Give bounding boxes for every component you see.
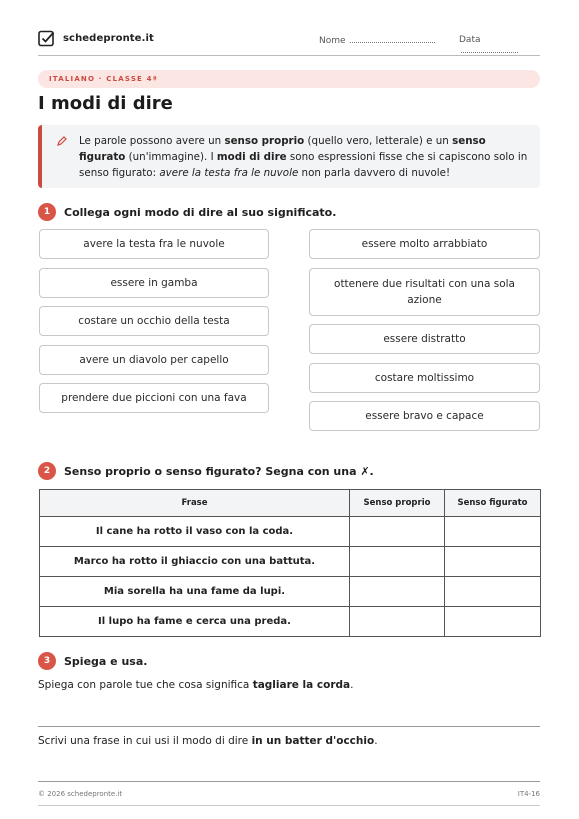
checkbox-logo-icon [38,30,55,47]
match-right-item[interactable]: ottenere due risultati con una sola azione [309,268,540,316]
answer-line[interactable] [38,726,540,727]
name-label: Nome [319,36,346,46]
question-number: 1 [38,203,56,221]
question-3 [38,652,147,670]
figurato-checkbox-cell[interactable] [445,607,541,637]
prompt-sentence: Scrivi una frase in cui usi il modo di dire in un batter d'occhio. [38,735,378,747]
match-left-item[interactable]: costare un occhio della testa [39,306,269,336]
proprio-checkbox-cell[interactable] [350,517,445,547]
table-row [40,547,541,577]
question-text: Senso proprio o senso figurato? Segna con una ✗. [64,464,374,478]
header-senso-proprio: Senso proprio [350,490,445,517]
table-row [40,517,541,547]
subject-tag: ITALIANO · CLASSE 4ª [38,70,540,88]
table-row [40,607,541,637]
footer-code: IT4-16 [517,790,540,798]
match-right-item[interactable]: essere bravo e capace [309,401,540,431]
table-row [40,577,541,607]
proprio-checkbox-cell[interactable] [350,607,445,637]
question-text: Spiega e usa. [64,654,148,668]
date-label: Data [459,35,481,45]
page-header [38,30,540,56]
figurato-checkbox-cell[interactable] [445,577,541,607]
match-right-item[interactable]: costare moltissimo [309,363,540,393]
match-right-item[interactable]: essere molto arrabbiato [309,229,540,259]
prompt-explain: Spiega con parole tue che cosa significa tagliare la corda. [38,679,354,691]
proprio-checkbox-cell[interactable] [350,577,445,607]
match-left-item[interactable]: prendere due piccioni con una fava [39,383,269,413]
footer-copyright: © 2026 schedepronte.it [38,790,123,798]
site-name: schedepronte.it [63,33,154,44]
footer [38,790,540,798]
date-field[interactable] [459,35,540,56]
match-left-item[interactable]: avere un diavolo per capello [39,345,269,375]
page-title: I modi di dire [38,93,173,114]
match-left-item[interactable]: essere in gamba [39,268,269,298]
match-left-item[interactable]: avere la testa fra le nuvole [39,229,269,259]
note-text: Le parole possono avere un senso proprio (quello vero, letterale) e un senso figurato (un'immagine). I modi di dire sono espressioni fisse che si capiscono solo in senso figurato: avere la testa fra le nuvole non parla davvero di nuvole! [79,135,528,179]
logo [38,30,154,47]
figurato-checkbox-cell[interactable] [445,547,541,577]
name-field[interactable] [319,35,435,46]
figurato-checkbox-cell[interactable] [445,517,541,547]
question-1 [38,203,336,221]
sense-table [39,489,541,637]
question-number: 3 [38,652,56,670]
sentence-cell: Marco ha rotto il ghiaccio con una battuta. [40,547,350,577]
question-2 [38,462,374,480]
answer-line[interactable] [38,781,540,782]
header-senso-figurato: Senso figurato [445,490,541,517]
question-number: 2 [38,462,56,480]
sentence-cell: Mia sorella ha una fame da lupi. [40,577,350,607]
sentence-cell: Il cane ha rotto il vaso con la coda. [40,517,350,547]
footer-divider [38,805,540,806]
header-frase: Frase [40,490,350,517]
match-right-item[interactable]: essere distratto [309,324,540,354]
pencil-icon [56,135,68,147]
info-note [38,125,540,188]
sentence-cell: Il lupo ha fame e cerca una preda. [40,607,350,637]
proprio-checkbox-cell[interactable] [350,547,445,577]
question-text: Collega ogni modo di dire al suo significato. [64,205,337,219]
